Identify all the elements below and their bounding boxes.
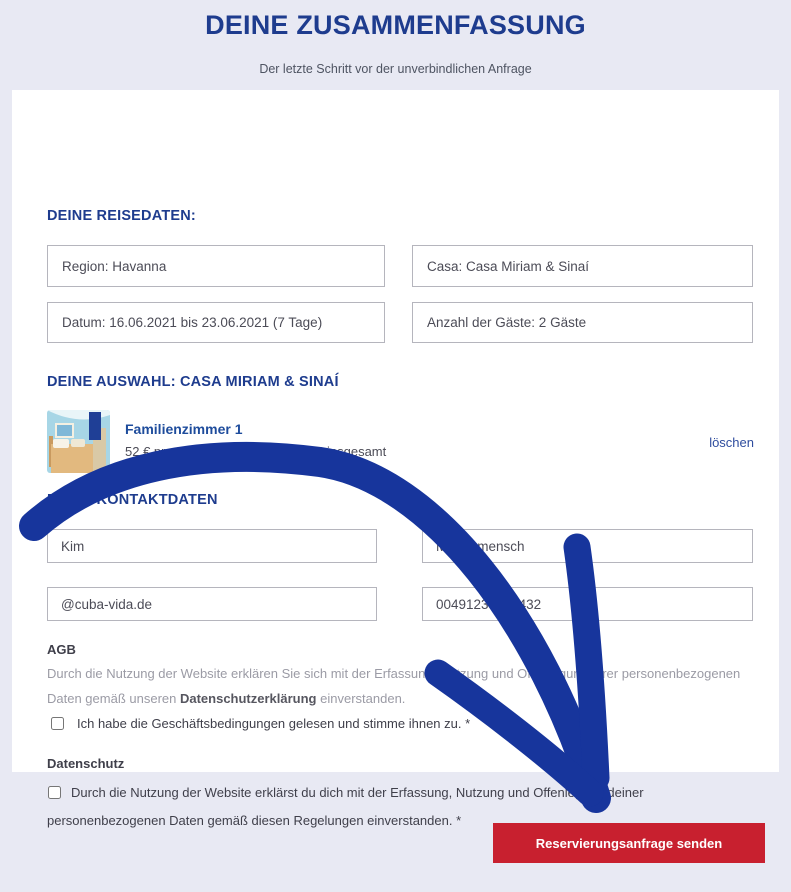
datenschutz-checkbox[interactable] xyxy=(48,786,61,799)
room-price-line: 52 € pro Nacht x 7 Nächte = 364 € insgesamt xyxy=(125,444,387,459)
region-summary-box xyxy=(47,245,385,287)
delete-room-link[interactable]: löschen xyxy=(709,435,754,450)
agb-checkbox-label: Ich habe die Geschäftsbedingungen gelesen und stimme ihnen zu. * xyxy=(77,716,471,731)
agb-checkbox[interactable] xyxy=(51,717,64,730)
guests-value: Anzahl der Gäste: 2 Gäste xyxy=(427,315,587,330)
phone-input[interactable] xyxy=(422,587,753,621)
agb-text-after: einverstanden. xyxy=(316,691,406,706)
first-name-input[interactable] xyxy=(47,529,377,563)
agb-heading: AGB xyxy=(47,642,76,657)
agb-paragraph xyxy=(47,661,755,711)
privacy-policy-link[interactable]: Datenschutzerklärung xyxy=(179,691,317,706)
datenschutz-heading: Datenschutz xyxy=(47,756,125,771)
casa-value: Casa: Casa Miriam & Sinaí xyxy=(427,258,590,274)
date-value: Datum: 16.06.2021 bis 23.06.2021 (7 Tage) xyxy=(62,315,323,330)
datenschutz-checkbox-label: Durch die Nutzung der Website erklärst du dich mit der Erfassung, Nutzung und Offenlegung deiner personenbezogenen Daten gemäß diesen Regelungen einverstanden. * xyxy=(47,785,644,828)
last-name-input[interactable] xyxy=(422,529,753,563)
casa-summary-box xyxy=(412,245,753,287)
date-summary-box xyxy=(47,302,385,343)
agb-text-before: Durch die Nutzung der Website erklären Sie sich mit der Erfassung, Nutzung und Offenlegung Ihrer personenbezogenen Daten gemäß unseren xyxy=(47,666,741,706)
room-thumbnail xyxy=(47,410,110,473)
selection-heading: DEINE AUSWAHL: CASA MIRIAM & SINAÍ xyxy=(47,374,339,390)
region-value: Region: Havanna xyxy=(62,258,167,274)
travel-data-heading: DEINE REISEDATEN: xyxy=(47,208,196,224)
guests-summary-box xyxy=(412,302,753,343)
email-input[interactable] xyxy=(47,587,377,621)
room-photo-art xyxy=(47,410,110,473)
page-title: DEINE ZUSAMMENFASSUNG xyxy=(205,10,586,40)
summary-card xyxy=(12,90,779,828)
room-name: Familienzimmer 1 xyxy=(125,421,243,437)
contact-data-heading: DEINE KONTAKTDATEN xyxy=(47,492,218,508)
page-subtitle: Der letzte Schritt vor der unverbindlichen Anfrage xyxy=(259,62,532,76)
agb-checkbox-row[interactable] xyxy=(47,714,470,733)
send-reservation-request-button[interactable]: Reservierungsanfrage senden xyxy=(493,823,765,863)
